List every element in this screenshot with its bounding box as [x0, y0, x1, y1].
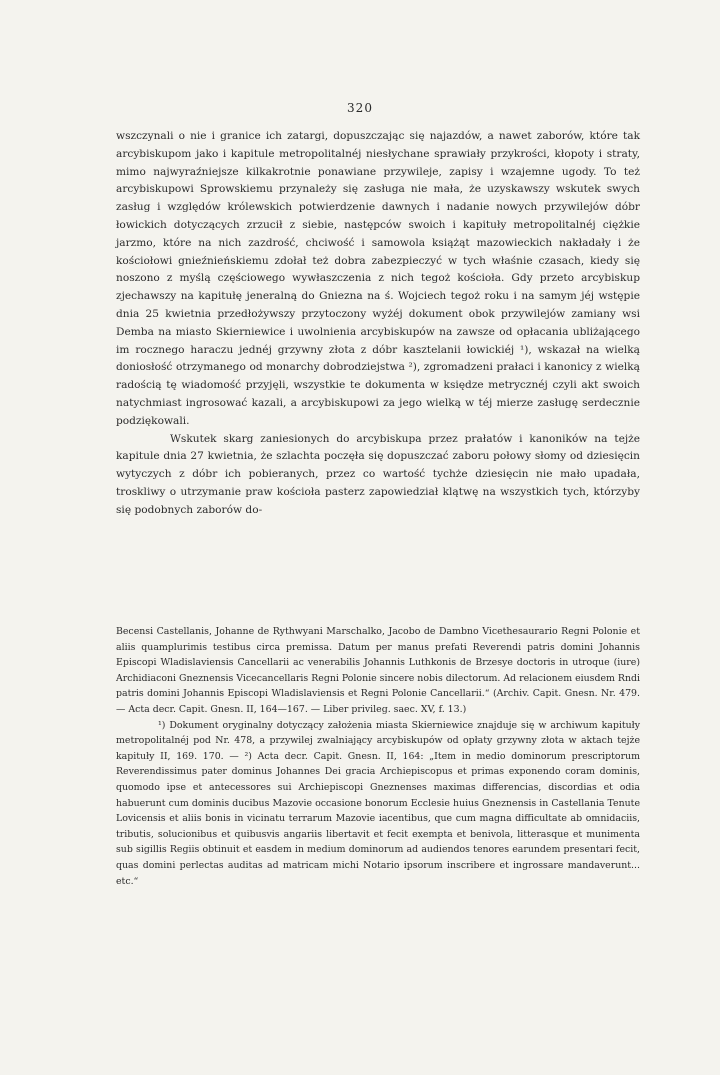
footnote-1-2: ¹) Dokument oryginalny dotyczący założenia miasta Skierniewice znajduje się w archiwum kapituły metropolitalnéj pod Nr. 478, a przywilej zwalniający arcybiskupów od opłaty grzywny złota w aktach tejże kapituły II, 169. 170. — ²) Acta decr. Capit. Gnesn. II, 164: „Item in medio dominorum prescriptorum Reverendissimus pater dominus Johannes Dei gracia Archiepiscopus et primas exponendo coram dominis, quomodo ipse et antecessores sui Archiepiscopi Gneznenses maximas differencias, discordias et odia habuerunt cum dominis ducibus Mazovie occasione bonorum Ecclesie huius Gneznensis in Castellania Tenute Lovicensis et aliis bonis in vicinatu terrarum Mazovie iacentibus, que cum magna difficultate ab omnidaciis, tributis, solucionibus et quibusvis angariis libertavit et fecit exempta et benivola, litterasque et munimenta sub sigillis Regiis obtinuit et easdem in medium dominorum ad audiendos tenores earundem presentari fecit, quas domini perlectas auditas ad matricam michi Notario ipsorum inscribere et ingrossare mandaverunt... etc.“: [116, 719, 640, 887]
main-text-body: [116, 128, 640, 520]
page-number: 320: [347, 101, 373, 115]
footnotes-section: [116, 624, 640, 889]
main-paragraph-2: Wskutek skarg zaniesionych do arcybiskupa przez prałatów i kanoników na tejże kapitule dnia 27 kwietnia, że szlachta poczęła się dopuszczać zaboru połowy słomy od dziesięcin wytyczych z dóbr ich pobieranych, przez co wartość tychże dziesięcin nie mało upadała, troskliwy o utrzymanie praw kościoła pasterz zapowiedział klątwę na wszystkich tych, którzyby się podobnych zaborów do-: [116, 432, 640, 516]
footnote-continuation: Becensi Castellanis, Johanne de Rythwyani Marschalko, Jacobo de Dambno Vicethesaurario Regni Polonie et aliis quamplurimis testibus circa premissa. Datum per manus prefati Reverendi patris domini Johannis Episcopi Wladislaviensis Cancellarii ac venerabilis Johannis Luthkonis de Brzesye doctoris in utroque (iure) Archidiaconi Gneznensis Vicecancellaris Regni Polonie sincere nobis dilectorum. Ad relacionem eiusdem Rndi patris domini Johannis Episcopi Wladislaviensis et Regni Polonie Cancellarii.“ (Archiv. Capit. Gnesn. Nr. 479. — Acta decr. Capit. Gnesn. II, 164—167. — Liber privileg. saec. XV, f. 13.): [116, 626, 640, 715]
main-paragraph-1: wszczynali o nie i granice ich zatargi, dopuszczając się najazdów, a nawet zaborów, które tak arcybiskupom jako i kapitule metropolitalnéj niesłychane sprawiały przykrości, kłopoty i straty, mimo najwyraźniejsze kilkakrotnie ponawiane przywileje, zapisy i wzajemne ugody. To też arcybiskupowi Sprowskiemu przynależy się zasługa nie mała, że uzyskawszy wskutek swych zasług i względów królewskich potwierdzenie dawnych i nadanie nowych przywilejów dóbr łowickich dotyczących zrzucił z siebie, następców swoich i kapituły metropolitalnéj ciężkie jarzmo, które na nich zazdrość, chciwość i samowola książąt mazowieckich nakładały i że kościołowi gnieźnieńskiemu zdołał też dobra zabezpieczyć w tych właśnie czasach, kiedy się noszono z myślą częściowego wywłaszczenia z nich tegoż kościoła. Gdy przeto arcybiskup zjechawszy na kapitułę jeneralną do Gniezna na ś. Wojciech tegoż roku i na samym jéj wstępie dnia 25 kwietnia przedłożywszy przytoczony wyżéj dokument obok przywilejów zamiany wsi Demba na miasto Skierniewice i uwolnienia arcybiskupów na zawsze od opłacania ubliżającego im rocznego haraczu jednéj grzywny złota z dóbr kasztelanii łowickiéj ¹), wskazał na wielką doniosłość otrzymanego od monarchy dobrodziejstwa ²), zgromadzeni prałaci i kanonicy z wielką radością tę wiadomość przyjęli, wszystkie te dokumenta w księdze metrycznéj czyli akt swoich natychmiast ingrosować kazali, a arcybiskupowi za jego wielką w téj mierze zasługę serdecznie podziękowali.: [116, 130, 640, 427]
